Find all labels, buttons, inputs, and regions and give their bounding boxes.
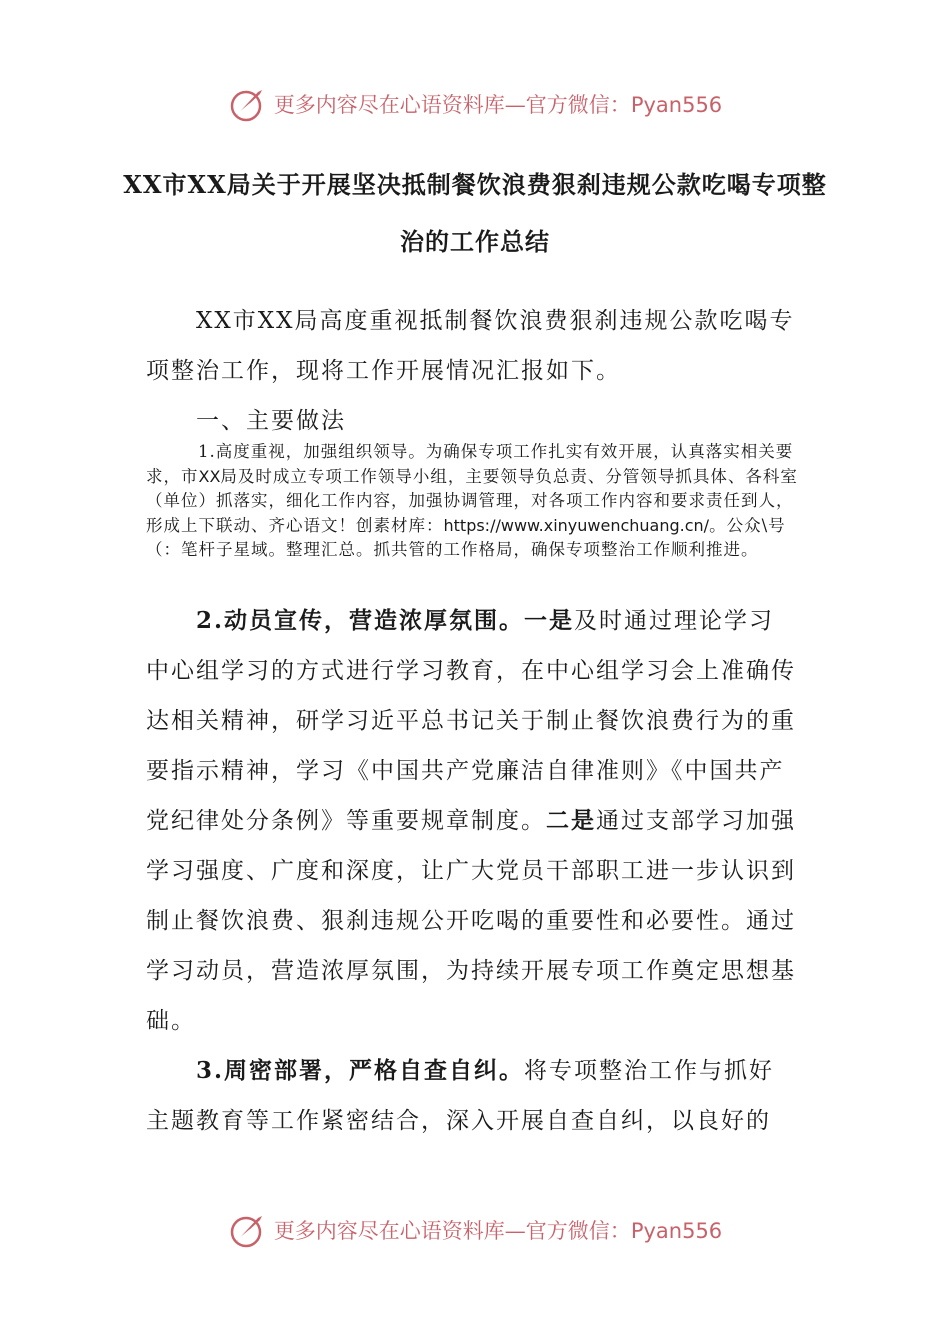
item-2-second-marker: 二是 — [546, 807, 596, 834]
banner-text — [274, 89, 722, 119]
quill-logo-icon — [228, 84, 268, 124]
section-heading: 一、主要做法 — [196, 408, 346, 434]
item-2-first-marker: 一是 — [524, 607, 575, 634]
item-1-paragraph — [146, 440, 800, 563]
banner-account: Pyan556 — [630, 1219, 723, 1243]
item-2-second-text: 通过支部学习加强学习强度、广度和深度，让广大党员干部职工进一步认识到制止餐饮浪费、狠刹违规公开吃喝的重要性和必要性。通过学习动员，营造浓厚氛围，为持续开展专项工作奠定思想基础。 — [146, 808, 796, 1034]
item-3-text: 将专项整治工作与抓好主题教育等工作紧密结合，深入开展自查自纠，以良好的 — [146, 1058, 775, 1134]
banner-text — [274, 1215, 722, 1245]
item-1-url: https://www.xinyuwenchuang.cn/ — [443, 515, 710, 535]
quill-logo-icon — [228, 1210, 268, 1250]
item-2-paragraph — [146, 596, 796, 1046]
banner-account: Pyan556 — [630, 93, 723, 117]
banner-label: 更多内容尽在心语资料库—官方微信： — [273, 93, 631, 117]
item-1-tail: 。公众\号（：笔杆子星域。整理汇总。抓共管的工作格局，确保专项整治工作顺利推进。 — [146, 515, 786, 560]
item-1-lead: 1.高度重视，加强组织领导。为确保专项工作扎实有效开展，认真落实相关要求，市 — [146, 442, 794, 486]
header-banner — [0, 82, 950, 126]
item-1-xx: XX — [198, 466, 221, 486]
item-1-mid: 局及时成立专项工作领导小组，主要领导负总责、分管领导抓具体、各科室（单位）抓落实，细化工作内容，加强协调管理，对各项工作内容和要求责任到人，形成上下联动、齐心语文！创素材库： — [146, 466, 798, 535]
document-title: XX市XX局关于开展坚决抵制餐饮浪费狠刹违规公款吃喝专项整治的工作总结 — [123, 170, 827, 256]
item-3-paragraph — [146, 1046, 796, 1146]
footer-banner — [0, 1208, 950, 1252]
item-2-lead: 2.动员宣传，营造浓厚氛围。 — [196, 607, 525, 634]
item-2-first-text: 及时通过理论学习中心组学习的方式进行学习教育，在中心组学习会上准确传达相关精神，研学习近平总书记关于制止餐饮浪费行为的重要指示精神，学习《中国共产党廉洁自律准则》《中国共产党纪律处分条例》等重要规章制度。 — [146, 608, 796, 834]
intro-paragraph: XX市XX局高度重视抵制餐饮浪费狠刹违规公款吃喝专项整治工作，现将工作开展情况汇报如下。 — [146, 308, 795, 384]
item-3-lead: 3.周密部署，严格自查自纠。 — [196, 1057, 525, 1084]
banner-label: 更多内容尽在心语资料库—官方微信： — [273, 1219, 631, 1243]
